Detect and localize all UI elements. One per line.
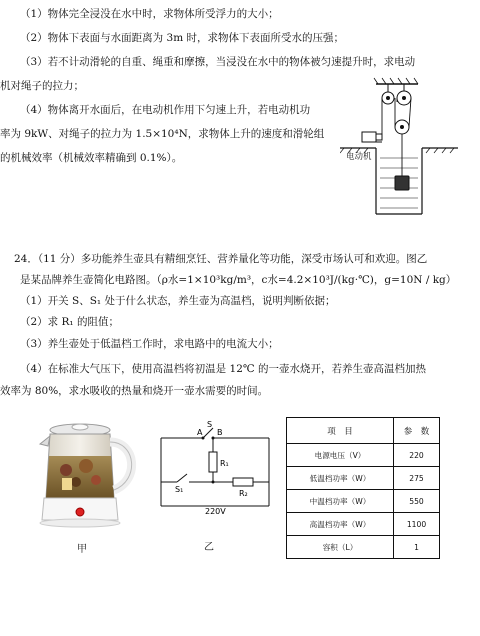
- table-cell: 550: [393, 490, 439, 513]
- table-header-cell: 项 目: [287, 418, 394, 444]
- table-cell: 220: [393, 444, 439, 467]
- table-cell: 高温档功率（W）: [287, 513, 394, 536]
- q24-part4-line1: （4）在标准大气压下，使用高温档将初温是 12℃ 的一壶水烧开，若养生壶高温档加热: [20, 363, 426, 375]
- label-R1: R₁: [220, 459, 229, 468]
- table-row: [287, 490, 440, 513]
- table-cell: 中温档功率（W）: [287, 490, 394, 513]
- label-A: A: [197, 428, 203, 437]
- parameter-table: [286, 417, 440, 559]
- q23-part4-line3: 的机械效率（机械效率精确到 0.1%）。: [0, 152, 183, 164]
- q24-intro-line2: 是某品牌养生壶简化电路图。（ρ水=1×10³kg/m³，c水=4.2×10³J/(kg·℃)，g=10N / kg）: [20, 274, 457, 286]
- table-cell: 1: [393, 536, 439, 559]
- figure-jia-caption: 甲: [77, 544, 87, 555]
- table-row: [287, 513, 440, 536]
- q24-part1: （1）开关 S、S₁ 处于什么状态，养生壶为高温档，说明判断依据；: [20, 295, 336, 307]
- q24-part3: （3）养生壶处于低温档工作时，求电路中的电流大小；: [20, 338, 279, 350]
- q23-part2: （2）物体下表面与水面距离为 3m 时，求物体下表面所受水的压强；: [20, 32, 344, 44]
- table-header-row: [287, 418, 440, 444]
- table-cell: 电源电压（V）: [287, 444, 394, 467]
- kettle-photo: [36, 420, 154, 530]
- label-S: S: [207, 420, 213, 429]
- pulley-motor-figure: [340, 72, 460, 222]
- table-cell: 低温档功率（W）: [287, 467, 394, 490]
- q23-part4-line1: （4）物体离开水面后，在电动机作用下匀速上升，若电动机功: [20, 104, 311, 116]
- table-row: [287, 467, 440, 490]
- circuit-diagram: [155, 420, 275, 515]
- label-voltage: 220V: [205, 507, 226, 515]
- table-cell: 1100: [393, 513, 439, 536]
- label-B: B: [217, 428, 223, 437]
- table-cell: 275: [393, 467, 439, 490]
- q23-part1: （1）物体完全浸没在水中时，求物体所受浮力的大小；: [20, 8, 279, 20]
- motor-label: 电动机: [346, 152, 372, 162]
- table-header-cell: 参 数: [393, 418, 439, 444]
- q23-part3-line2: 机对绳子的拉力；: [0, 80, 84, 92]
- q24-part2: （2）求 R₁ 的阻值；: [20, 316, 119, 328]
- label-S1: S₁: [175, 485, 184, 494]
- label-R2: R₂: [239, 489, 248, 498]
- q23-part4-line2: 率为 9kW、对绳子的拉力为 1.5×10⁴N，求物体上升的速度和滑轮组: [0, 128, 325, 140]
- table-row: [287, 536, 440, 559]
- table-row: [287, 444, 440, 467]
- figure-yi-caption: 乙: [204, 542, 214, 553]
- q24-intro-line1: 24．（11 分）多功能养生壶具有精细烹饪、营养量化等功能，深受市场认可和欢迎。图乙: [14, 253, 428, 265]
- q24-part4-line2: 效率为 80%，求水吸收的热量和烧开一壶水需要的时间。: [0, 385, 269, 397]
- q23-part3-line1: （3）若不计动滑轮的自重、绳重和摩擦，当浸没在水中的物体被匀速提升时，求电动: [20, 56, 416, 68]
- table-cell: 容积（L）: [287, 536, 394, 559]
